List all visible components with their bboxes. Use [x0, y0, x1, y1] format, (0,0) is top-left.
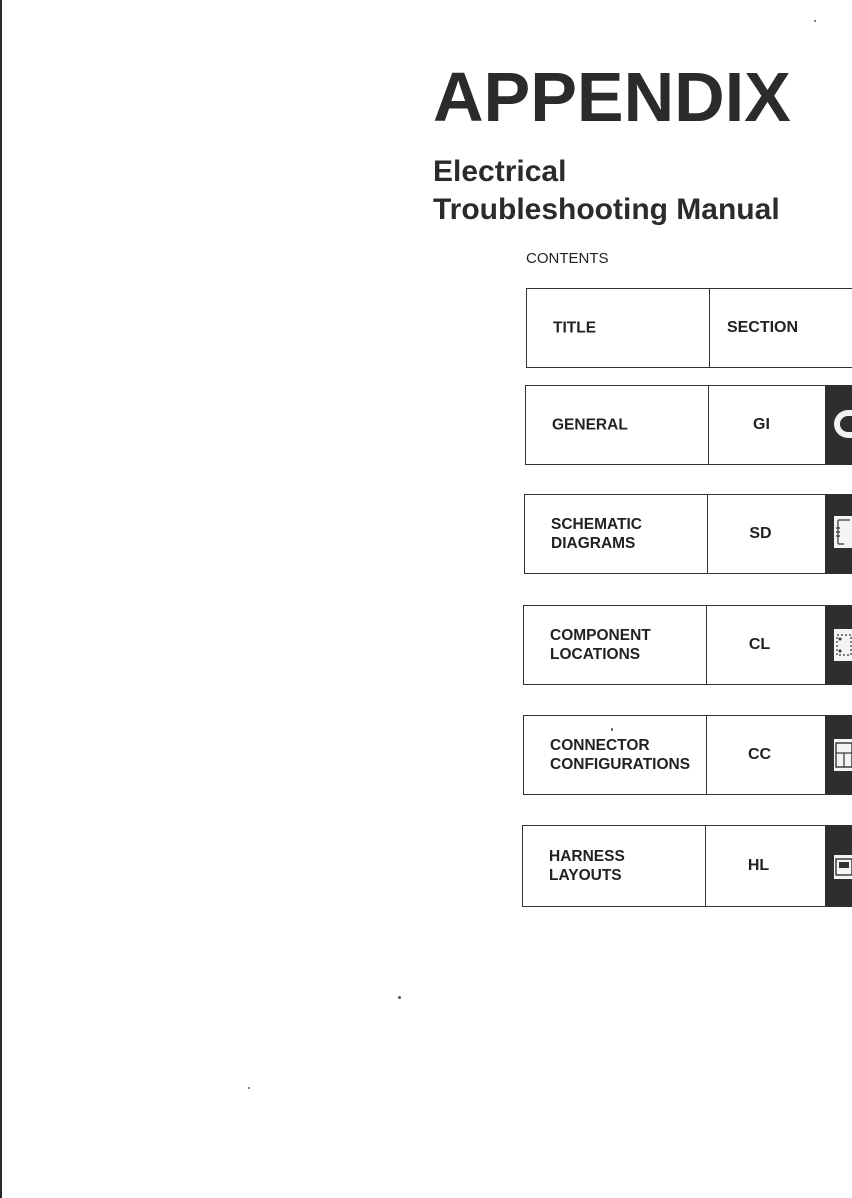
- row-title-label: COMPONENT LOCATIONS: [550, 627, 651, 663]
- header-section-label: SECTION: [726, 319, 799, 336]
- row-title-label: HARNESS LAYOUTS: [549, 848, 625, 884]
- scan-speck: [398, 996, 401, 999]
- header-section-cell: [710, 289, 815, 367]
- section-tab-sd[interactable]: [825, 494, 852, 574]
- contents-row-harness-layouts[interactable]: [522, 825, 852, 907]
- row-title-cell: [524, 716, 707, 794]
- contents-row-general[interactable]: [525, 385, 852, 465]
- row-title-label: CONNECTOR CONFIGURATIONS: [550, 737, 691, 773]
- connector-icon: [834, 739, 852, 771]
- scan-speck: [248, 1087, 250, 1089]
- contents-row-schematic-diagrams[interactable]: [524, 494, 852, 574]
- document-subtitle-line2: Troubleshooting Manual: [433, 193, 780, 226]
- section-tab-gi[interactable]: [825, 385, 852, 465]
- section-tab-cl[interactable]: [825, 605, 852, 685]
- row-title-cell: [526, 386, 709, 464]
- row-title-cell: [525, 495, 708, 573]
- scan-speck: [814, 20, 816, 22]
- row-section-code: GI: [753, 416, 770, 433]
- document-heading: APPENDIX: [433, 58, 791, 136]
- row-section-code: CC: [747, 746, 772, 763]
- contents-label: CONTENTS: [526, 250, 609, 267]
- harness-icon: [834, 855, 852, 879]
- schematic-icon: [834, 516, 852, 548]
- page-left-edge: [0, 0, 2, 1198]
- row-title-label: GENERAL: [552, 416, 628, 434]
- row-section-cell: [708, 495, 813, 573]
- row-title-cell: [523, 826, 706, 906]
- contents-row-connector-configurations[interactable]: [523, 715, 852, 795]
- row-section-code: HL: [747, 857, 770, 874]
- contents-header-row: [526, 288, 852, 368]
- row-section-code: SD: [749, 525, 772, 542]
- section-tab-hl[interactable]: [825, 825, 852, 907]
- header-title-label: TITLE: [553, 319, 597, 337]
- scan-speck: [611, 728, 613, 731]
- row-section-code: CL: [748, 636, 771, 653]
- row-section-cell: [707, 716, 812, 794]
- row-section-cell: [709, 386, 814, 464]
- component-location-icon: [834, 629, 852, 661]
- document-subtitle-line1: Electrical: [433, 155, 567, 188]
- row-section-cell: [707, 606, 812, 684]
- row-title-label: SCHEMATIC DIAGRAMS: [551, 516, 642, 552]
- row-section-cell: [706, 826, 811, 906]
- row-title-cell: [524, 606, 707, 684]
- letter-c-icon: [834, 410, 852, 438]
- header-title-cell: [527, 289, 710, 367]
- section-tab-cc[interactable]: [825, 715, 852, 795]
- contents-row-component-locations[interactable]: [523, 605, 852, 685]
